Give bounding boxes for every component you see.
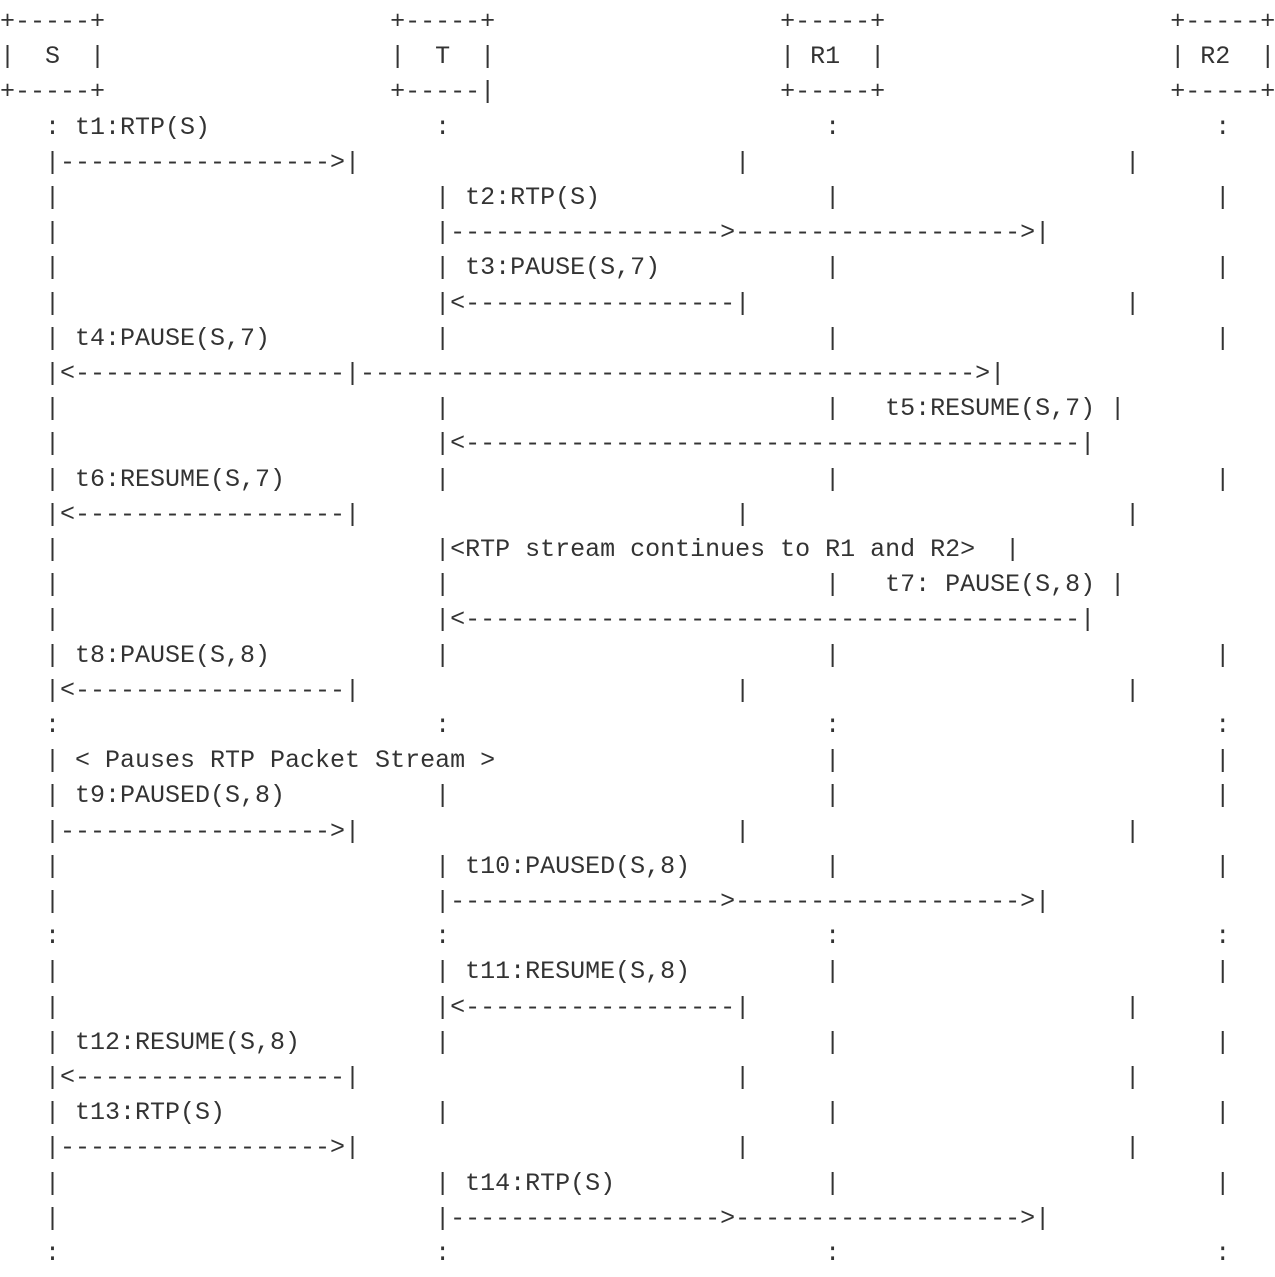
diagram-line: | |<------------------| | <box>0 288 1141 318</box>
diagram-line: | |<-----------------------------------------| <box>0 429 1096 459</box>
diagram-line: | |<------------------| | <box>0 992 1141 1022</box>
diagram-line: : : : : <box>0 922 1231 952</box>
diagram-line: | |<-----------------------------------------| <box>0 605 1096 635</box>
diagram-line: | t8:PAUSE(S,8) | | | <box>0 640 1231 670</box>
diagram-line: : : : : <box>0 711 1231 740</box>
diagram-line: | | | t7: PAUSE(S,8) | <box>0 570 1126 600</box>
diagram-line: | | | t5:RESUME(S,7) | <box>0 394 1126 424</box>
diagram-line: |<------------------| | | <box>0 675 1141 705</box>
diagram-line: |<------------------|----------------------------------------->| <box>0 359 1006 388</box>
diagram-line: | |<RTP stream continues to R1 and R2> | <box>0 535 1021 564</box>
diagram-line: | |------------------>------------------->| <box>0 218 1051 248</box>
diagram-line: | | t3:PAUSE(S,7) | | <box>0 253 1231 283</box>
diagram-line: | | t2:RTP(S) | | <box>0 183 1231 212</box>
diagram-line: | t4:PAUSE(S,7) | | | <box>0 323 1231 353</box>
diagram-line: | < Pauses RTP Packet Stream > | | <box>0 746 1231 776</box>
diagram-line: | t12:RESUME(S,8) | | | <box>0 1027 1231 1057</box>
diagram-line: | t13:RTP(S) | | | <box>0 1098 1231 1128</box>
diagram-line: | | t10:PAUSED(S,8) | | <box>0 851 1231 881</box>
diagram-line: | t6:RESUME(S,7) | | | <box>0 464 1231 494</box>
diagram-line: | t9:PAUSED(S,8) | | | <box>0 781 1231 811</box>
diagram-line: | S | | T | | R1 | | R2 | <box>0 42 1275 72</box>
diagram-line: : : : : <box>0 1239 1231 1268</box>
diagram-line: +-----+ +-----+ +-----+ +-----+ <box>0 7 1275 36</box>
diagram-line: +-----+ +-----| +-----+ +-----+ <box>0 77 1275 107</box>
diagram-line: : t1:RTP(S) : : : <box>0 112 1231 142</box>
diagram-line: | |------------------>------------------->| <box>0 1203 1051 1233</box>
diagram-line: |------------------>| | | <box>0 1133 1141 1163</box>
diagram-line: |<------------------| | | <box>0 1063 1141 1092</box>
diagram-line: |<------------------| | | <box>0 499 1141 529</box>
diagram-line: | | t11:RESUME(S,8) | | <box>0 957 1231 987</box>
diagram-line: | | t14:RTP(S) | | <box>0 1168 1231 1198</box>
diagram-line: | |------------------>------------------->| <box>0 887 1051 916</box>
diagram-line: |------------------>| | | <box>0 147 1141 177</box>
diagram-line: |------------------>| | | <box>0 816 1141 846</box>
